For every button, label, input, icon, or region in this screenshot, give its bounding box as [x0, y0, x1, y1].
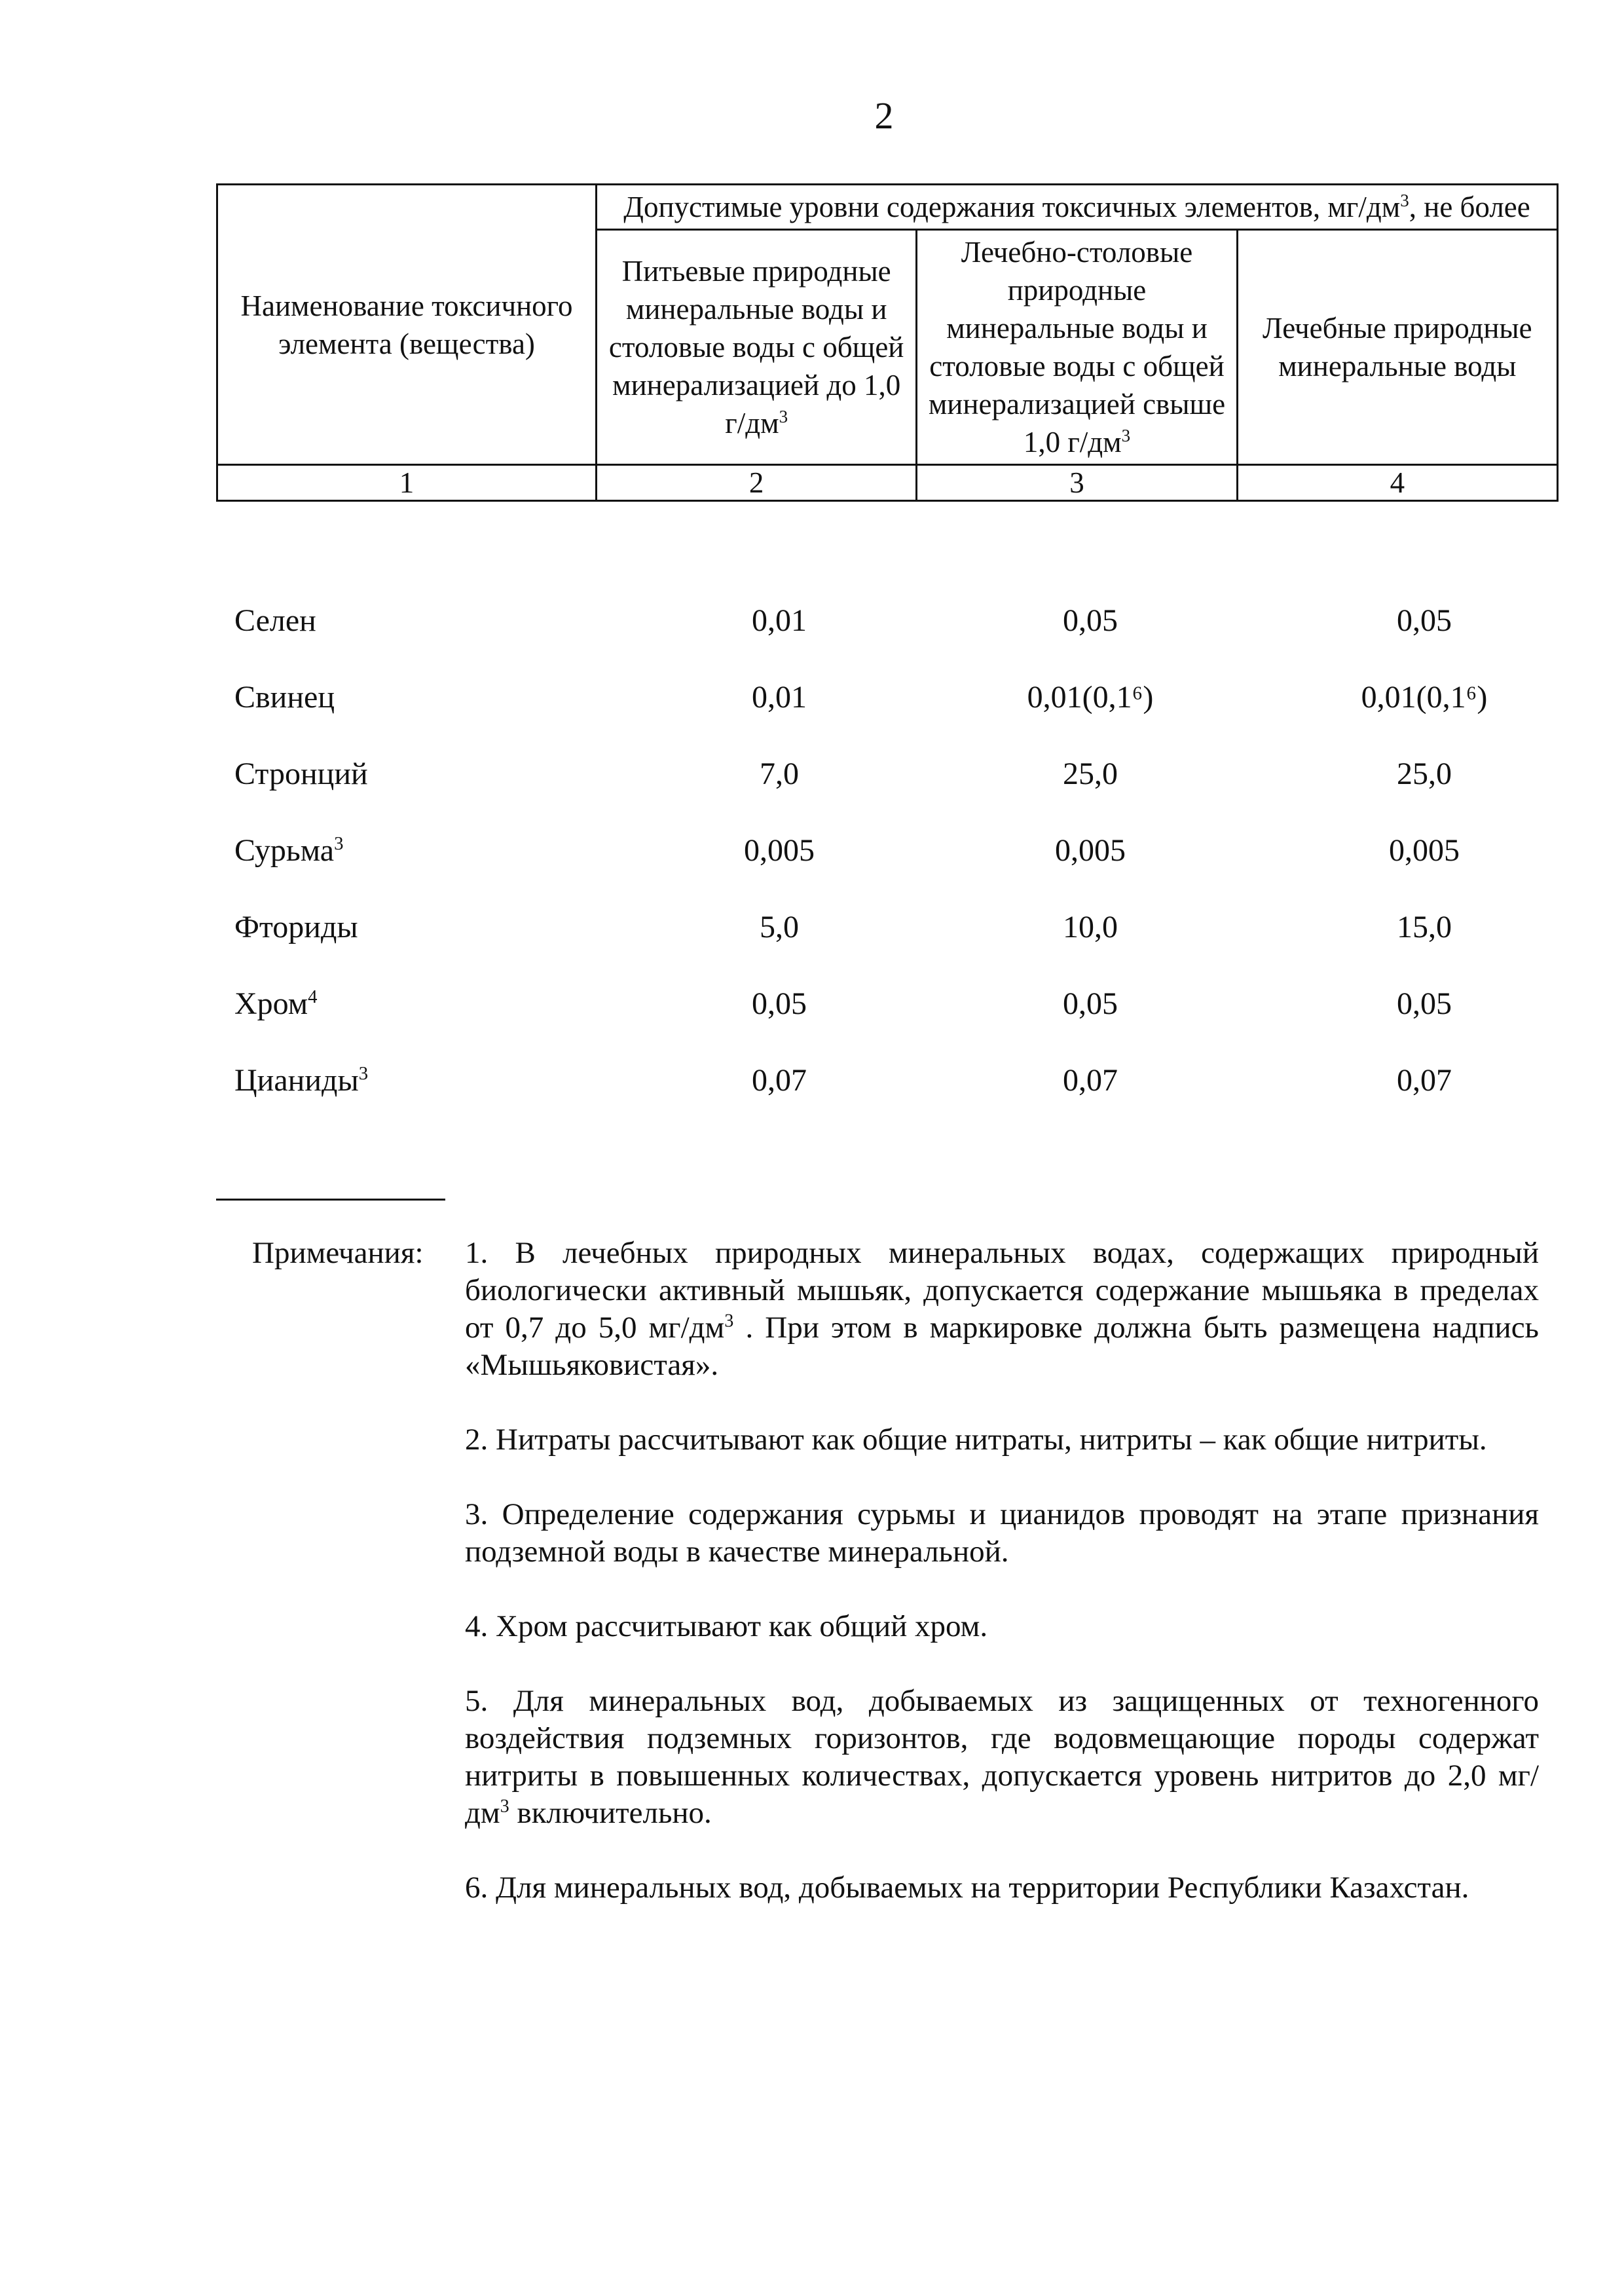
header-col-drinking-sup: 3	[779, 407, 788, 426]
column-number: 2	[597, 465, 917, 501]
value-drinking: 0,01	[752, 603, 807, 638]
value-medical-table: 0,05	[1063, 986, 1118, 1021]
value-medical-table: 0,05	[1063, 603, 1118, 638]
note-item: 1. В лечебных природных минеральных водах, содержащих природный биологически активный мышьяк, допускается содержание мышьяка в пределах от 0,7 до 5,0 $мг/дм^3$ . При этом в маркировке должна быть размещена надпись «Мышьяковистая».	[465, 1236, 1539, 1382]
note-item: 5. Для минеральных вод, добываемых из защищенных от техногенного воздействия подземных горизонтов, где водовмещающие породы содержат нитриты в повышенных количествах, допускается уровень нитритов до 2,0 $мг/дм^3$ включительно.	[465, 1684, 1539, 1830]
header-col-medical	[1237, 230, 1557, 465]
limits-table-body	[216, 603, 1559, 1139]
element-name: Стронций	[234, 756, 368, 791]
table-row	[216, 832, 1559, 909]
element-name: Фториды	[234, 910, 358, 944]
footnote-separator	[216, 1199, 445, 1201]
element-name: Цианиды$^3$	[234, 1063, 369, 1098]
table-row	[216, 1062, 1559, 1139]
notes-label: Примечания:	[252, 1236, 424, 1270]
value-drinking: 0,07	[752, 1063, 807, 1098]
value-drinking: 5,0	[760, 910, 799, 944]
table-row	[216, 756, 1559, 832]
table-row	[216, 909, 1559, 986]
value-medical-table: 0,005	[1055, 833, 1126, 868]
header-col-medical-table-sup: 3	[1121, 426, 1131, 445]
value-drinking: 0,005	[744, 833, 815, 868]
column-number: 1	[217, 465, 597, 501]
header-col-medical-text: Лечебные природные минеральные воды	[1262, 312, 1532, 382]
notes-list	[465, 1235, 1539, 1944]
value-medical: 0,07	[1397, 1063, 1452, 1098]
value-medical: 0,05	[1397, 603, 1452, 638]
header-group-title	[597, 185, 1558, 230]
note-item: 3. Определение содержания сурьмы и цианидов проводят на этапе признания подземной воды в качестве минеральной.	[465, 1497, 1539, 1569]
column-number: 4	[1237, 465, 1557, 501]
header-group-title-text: Допустимые уровни содержания токсичных элементов, мг/дм	[623, 191, 1401, 223]
limits-table-header	[216, 183, 1559, 502]
element-name: Сурьма$^3$	[234, 833, 344, 868]
value-medical-table: 25,0	[1063, 756, 1118, 791]
header-col-medical-table-text: Лечебно-столовые природные минеральные воды и столовые воды с общей минерализацией свыше 1,0 г/дм	[928, 236, 1226, 458]
header-col-drinking	[597, 230, 917, 465]
table-row	[216, 679, 1559, 756]
header-group-title-sup: 3	[1400, 191, 1409, 210]
value-medical: 25,0	[1397, 756, 1452, 791]
value-medical: 0,01(0,1⁶)	[1361, 680, 1488, 715]
value-medical: 0,05	[1397, 986, 1452, 1021]
header-col-drinking-text: Питьевые природные минеральные воды и столовые воды с общей минерализацией до 1,0 г/дм	[608, 255, 904, 439]
header-element-name-text: Наименование токсичного элемента (вещества)	[240, 289, 573, 360]
element-name: Селен	[234, 603, 316, 638]
element-name: Хром$^4$	[234, 986, 318, 1021]
table-row	[216, 603, 1559, 679]
note-item: 4. Хром рассчитывают как общий хром.	[465, 1609, 988, 1643]
header-group-title-suffix: , не более	[1409, 191, 1530, 223]
header-col-medical-table	[917, 230, 1237, 465]
value-medical: 15,0	[1397, 910, 1452, 944]
value-drinking: 0,01	[752, 680, 807, 715]
table-row	[216, 986, 1559, 1062]
note-item: 6. Для минеральных вод, добываемых на территории Республики Казахстан.	[465, 1871, 1469, 1905]
column-number: 3	[917, 465, 1237, 501]
value-medical-table: 10,0	[1063, 910, 1118, 944]
header-element-name	[217, 185, 597, 465]
note-item: 2. Нитраты рассчитывают как общие нитраты, нитриты – как общие нитриты.	[465, 1423, 1487, 1457]
page-number: 2	[874, 94, 894, 137]
value-drinking: 0,05	[752, 986, 807, 1021]
value-drinking: 7,0	[760, 756, 799, 791]
value-medical-table: 0,01(0,1⁶)	[1027, 680, 1154, 715]
element-name: Свинец	[234, 680, 335, 715]
value-medical: 0,005	[1389, 833, 1460, 868]
value-medical-table: 0,07	[1063, 1063, 1118, 1098]
column-numbers-row	[217, 465, 1558, 501]
